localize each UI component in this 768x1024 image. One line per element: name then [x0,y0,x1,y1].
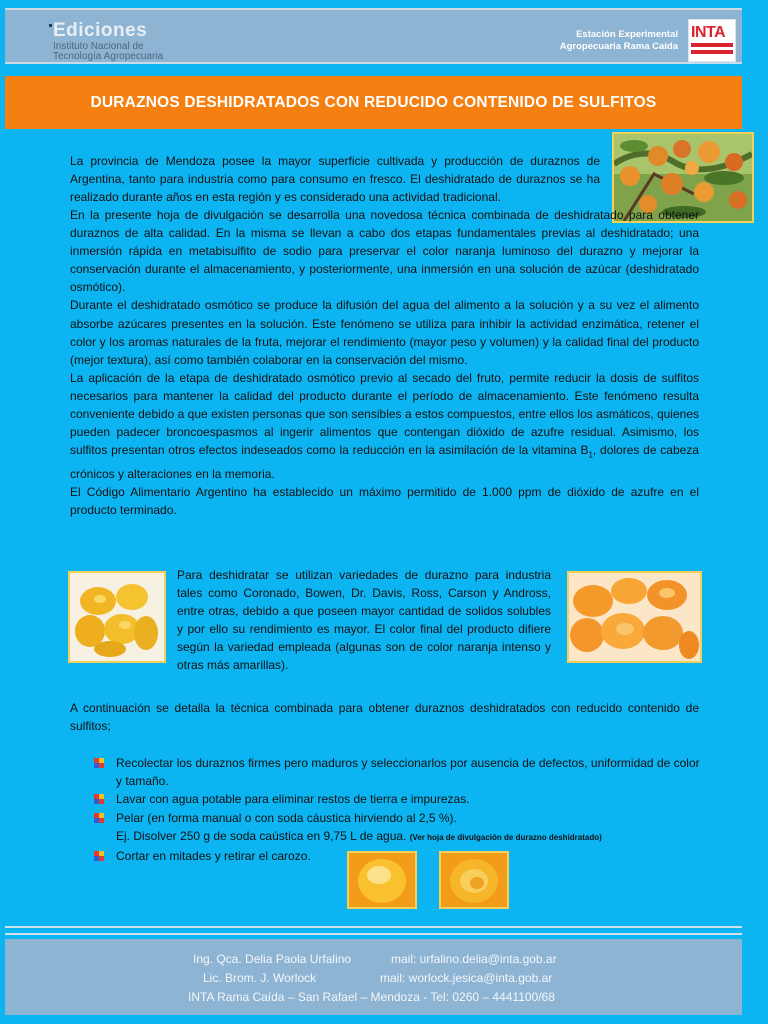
author-2-email[interactable]: mail: worlock.jesica@inta.gob.ar [380,971,553,985]
intro-body [70,206,699,519]
inta-logo-text: INTA [691,24,726,41]
intro-text-4a: La aplicación de la etapa de deshidratado osmótico previo al secado del fruto, permite reducir la dosis de sulfitos necesarios para mantener la calidad del producto durante el período de almacenamiento. Este fenómeno resulta conveniente debido a que existen personas que son sensibles a estos compuestos, entre ellos los asmáticos, quienes pueden padecer broncoespasmos al ingerir alimentos que contengan dióxido de azufre residual. Asimismo, los sulfitos presentan otros efectos indeseados como la reducción en la asimilación de la vitamina B [70,370,699,458]
footer-divider [5,933,742,935]
steps-list [92,754,702,865]
inta-logo-stripe [691,50,733,54]
author-1-name: Ing. Qca. Delia Paola Urfalino [193,952,352,966]
inta-logo [688,19,736,62]
dried-peaches-orange-image [569,573,700,661]
publisher-brand: Ediciones [53,20,148,41]
technique-intro-text: A continuación se detalla la técnica combinada para obtener duraznos deshidratados con reducido contenido de sulfitos; [70,701,699,734]
vitamin-subscript: 1 [588,450,593,460]
step-text-3: Pelar (en forma manual o con soda cáustica hirviendo al 2,5 %). [116,810,457,825]
intro-text-4b: , dolores de cabeza crónicos y alteraciones en la memoria. [70,443,699,481]
halved-peach-photo [439,851,509,909]
inta-logo-stripe [691,43,733,47]
title-bar [5,76,742,129]
publisher-subtitle [53,42,163,62]
intro-text-2: En la presente hoja de divulgación se desarrolla una novedosa técnica combinada de deshidratado para obtener duraznos de alta calidad. En la misma se llevan a cabo dos etapas fundamentales previas al deshidratado; una inmersión rápida en metabisulfito de sodio para preservar el color naranja luminoso del durazno y mejorar la conservación durante el almacenamiento, y posteriormente, una inmersión en una solución de azúcar (deshidratado osmótico). [70,208,699,295]
intro-text-5: El Código Alimentario Argentino ha establecido un máximo permitido de 1.000 ppm de dióxido de azufre en el producto terminado. [70,484,699,517]
intro-text-3: Durante el deshidratado osmótico se produce la difusión del agua del alimento a la solución y a su vez el alimento absorbe azúcares presentes en la solución. Este fenómeno se utiliza para inhibir la actividad enzimática, retener el color y los aromas naturales de la fruta, mejorar el rendimiento (mayor peso y volumen) y la calidad final del producto (mejor textura), así como también colaborar en la conservación del mismo. [70,298,699,367]
author-2-name: Lic. Brom. J. Worlock [203,971,317,985]
header-band [5,8,742,64]
halved-peach-image [441,853,507,907]
bullet-icon [94,758,104,768]
step-text-4: Cortar en mitades y retirar el carozo. [116,849,311,864]
varieties-paragraph [177,566,551,675]
author-1-email[interactable]: mail: urfalino.delia@inta.gob.ar [391,952,557,966]
dried-peaches-yellow-photo [68,571,166,663]
peeled-peach-photo [347,851,417,909]
intro-text-1: La provincia de Mendoza posee la mayor superficie cultivada y producción de duraznos de Argentina, tanto para industria como para consumo en fresco. El deshidratado de duraznos se ha realizado durante años en esta región y es considerado una actividad tradicional. [70,154,600,205]
technique-intro [70,699,699,735]
bullet-icon [94,851,104,861]
station-name [560,29,678,53]
intro-text-4 [70,369,699,483]
station-line-2: Agropecuaria Rama Caída [559,41,678,52]
step-text-2: Lavar con agua potable para eliminar restos de tierra e impurezas. [116,792,470,807]
step-note: (Ver hoja de divulgación de durazno deshidratado) [409,832,602,842]
bullet-mark [49,24,52,27]
publisher-subtitle-line-2: Tecnología Agropecuaria [53,51,164,62]
dried-peaches-orange-photo [567,571,702,663]
station-line-1: Estación Experimental [576,29,678,40]
varieties-text: Para deshidratar se utilizan variedades de durazno para industria tales como Coronado, Bowen, Dr. Davis, Ross, Carson y Andross, entre otras, debido a que poseen mayor cantidad de solidos solubles y por ello su rendimiento es mayor. El color final del producto difiere según la variedad empleada (algunas son de color naranja intenso y otras más amarillas). [177,568,551,673]
page-title: DURAZNOS DESHIDRATADOS CON REDUCIDO CONTENIDO DE SULFITOS [90,93,657,111]
footer-divider [5,926,742,928]
peeled-peach-image [349,853,415,907]
footer-band [5,939,742,1015]
list-item [92,754,702,790]
step-example: Ej. Disolver 250 g de soda caústica en 9,75 L de agua. [116,828,407,843]
step-text-1: Recolectar los duraznos firmes pero maduros y seleccionarlos por ausencia de defectos, uniformidad de color y tamaño. [116,756,700,789]
contact-address: INTA Rama Caída – San Rafael – Mendoza - Tel: 0260 – 4441100/68 [188,990,555,1004]
list-item [92,790,702,808]
bullet-icon [94,813,104,823]
dried-peaches-yellow-image [70,573,164,661]
list-item [92,809,702,847]
bullet-icon [94,794,104,804]
intro-paragraph-1 [70,152,600,206]
publisher-subtitle-line-1: Instituto Nacional de [53,41,144,52]
